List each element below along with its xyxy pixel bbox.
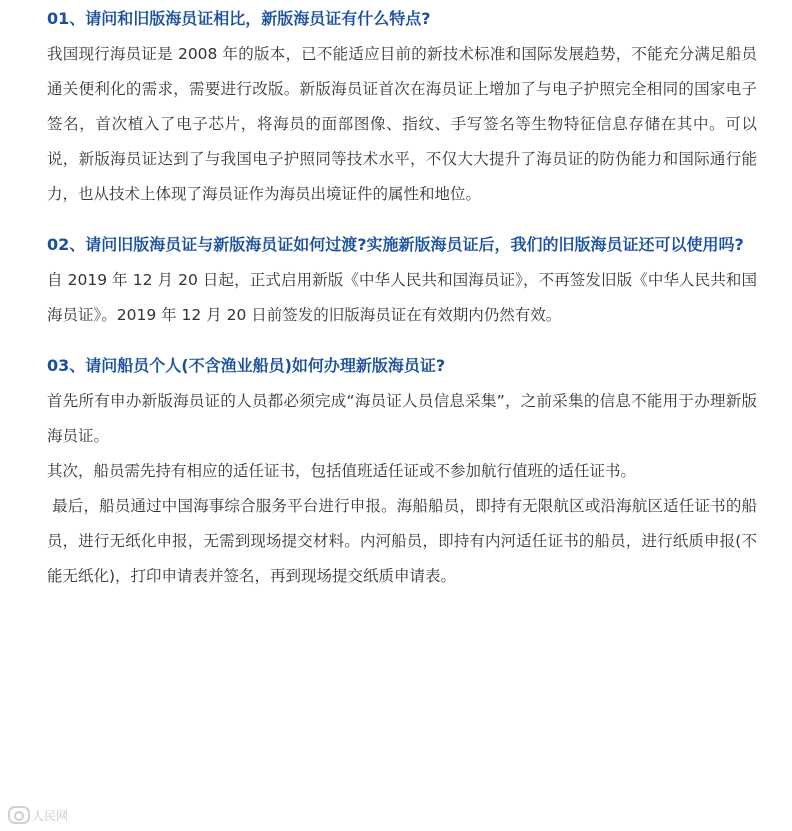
watermark <box>8 806 68 824</box>
question-2: 02、请问旧版海员证与新版海员证如何过渡?实施新版海员证后，我们的旧版海员证还可以使用吗? <box>47 235 744 254</box>
question-3: 03、请问船员个人(不含渔业船员)如何办理新版海员证? <box>47 356 446 375</box>
watermark-text: 人民网 <box>32 808 69 823</box>
document <box>47 0 757 594</box>
answer-1-paragraph-1: 我国现行海员证是 2008 年的版本，已不能适应目前的新技术标准和国际发展趋势，不能充分满足船员通关便利化的需求，需要进行改版。新版海员证首次在海员证上增加了与电子护照完全相同的国家电子签名，首次植入了电子芯片，将海员的面部图像、指纹、手写签名等生物特征信息存储在其中。可以说，新版海员证达到了与我国电子护照同等技术水平，不仅大大提升了海员证的防伪能力和国际通行能力，也从技术上体现了海员证作为海员出境证件的属性和地位。 <box>47 45 757 203</box>
watermark-logo-icon <box>8 806 30 824</box>
answer-2-paragraph-1: 自 2019 年 12 月 20 日起，正式启用新版《中华人民共和国海员证》，不再签发旧版《中华人民共和国海员证》。2019 年 12 月 20 日前签发的旧版海员证在有效期内仍然有效。 <box>47 271 757 324</box>
question-1: 01、请问和旧版海员证相比，新版海员证有什么特点? <box>47 9 431 28</box>
answer-3-paragraph-2: 其次，船员需先持有相应的适任证书，包括值班适任证或不参加航行值班的适任证书。 <box>47 462 637 480</box>
answer-3-paragraph-3: 最后，船员通过中国海事综合服务平台进行申报。海船船员，即持有无限航区或沿海航区适任证书的船员，进行无纸化申报，无需到现场提交材料。内河船员，即持有内河适任证书的船员，进行纸质申报(不能无纸化)，打印申请表并签名，再到现场提交纸质申请表。 <box>47 497 757 585</box>
answer-3-paragraph-1: 首先所有申办新版海员证的人员都必须完成“海员证人员信息采集”，之前采集的信息不能用于办理新版海员证。 <box>47 392 757 445</box>
